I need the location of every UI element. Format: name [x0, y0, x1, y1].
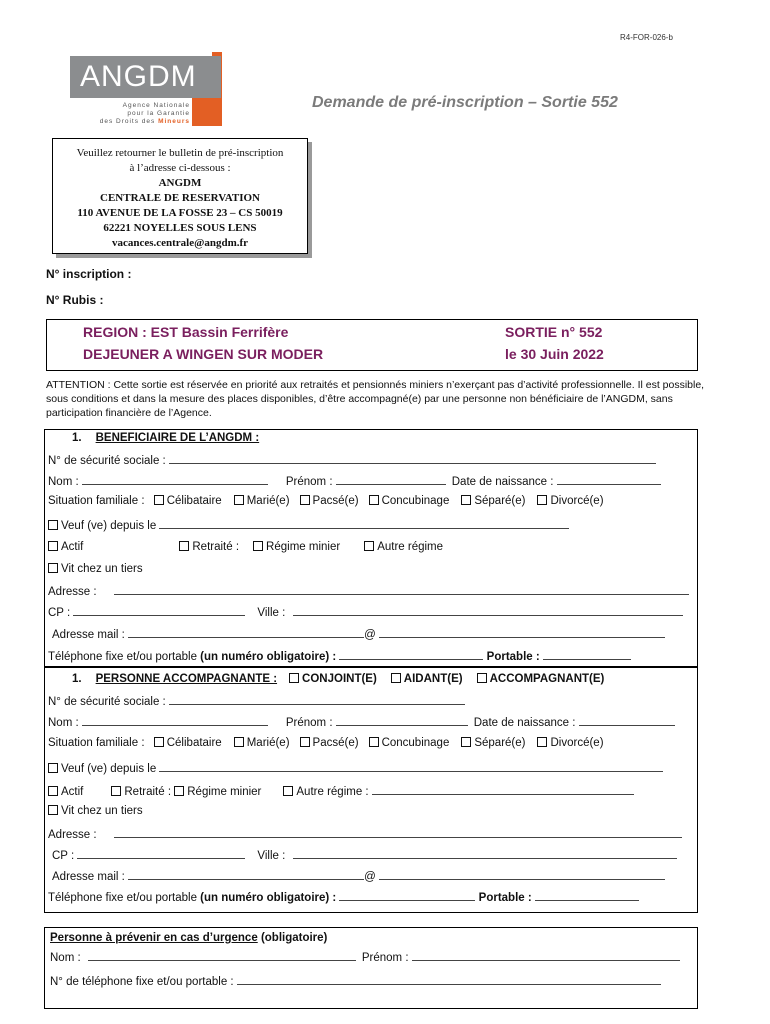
c-concub-checkbox[interactable] — [369, 737, 379, 747]
e-tel-field[interactable] — [237, 974, 661, 985]
c-situation-row: Situation familiale : Célibataire Marié(e) Pacsé(e) Concubinage Séparé(e) Divorcé(e) — [48, 737, 604, 749]
c-status-row: Actif Retraité : Régime minier Autre régime : — [48, 784, 634, 798]
c-tiers-row: Vit chez un tiers — [48, 805, 143, 817]
c-autre-regime-field[interactable] — [372, 784, 634, 795]
event-label: DEJEUNER A WINGEN SUR MODER — [83, 346, 324, 362]
angdm-logo — [70, 52, 230, 128]
b-tel-field[interactable] — [339, 649, 483, 660]
b-marie-checkbox[interactable] — [234, 495, 244, 505]
c-autre-regime-checkbox[interactable] — [283, 786, 293, 796]
b-mail-domain-field[interactable] — [379, 627, 665, 638]
c-separe-checkbox[interactable] — [461, 737, 471, 747]
c-actif-checkbox[interactable] — [48, 786, 58, 796]
b-mail-user-field[interactable] — [128, 627, 364, 638]
beneficiary-heading: 1. BENEFICIAIRE DE L’ANGDM : — [72, 432, 260, 444]
inscription-number-label: N° inscription : — [46, 267, 132, 281]
e-name-row: Nom : Prénom : — [50, 950, 680, 964]
b-secu-field[interactable] — [169, 453, 656, 464]
rubis-number-label: N° Rubis : — [46, 293, 104, 307]
b-actif-checkbox[interactable] — [48, 541, 58, 551]
c-veuf-field[interactable] — [159, 761, 663, 772]
c-secu-field[interactable] — [169, 694, 465, 705]
b-veuf-checkbox[interactable] — [48, 520, 58, 530]
c-pacse-checkbox[interactable] — [300, 737, 310, 747]
c-mail-row: Adresse mail : @ — [52, 869, 665, 883]
c-cp-field[interactable] — [77, 848, 245, 859]
b-adresse-row: Adresse : — [48, 584, 689, 598]
c-nom-field[interactable] — [82, 715, 268, 726]
c-adresse-field[interactable] — [114, 827, 682, 838]
b-concub-checkbox[interactable] — [369, 495, 379, 505]
page-title: Demande de pré-inscription – Sortie 552 — [312, 94, 618, 111]
b-status-row: Actif Retraité : Régime minier Autre régime — [48, 541, 443, 553]
b-separe-checkbox[interactable] — [461, 495, 471, 505]
e-prenom-field[interactable] — [412, 950, 680, 961]
c-veuf-checkbox[interactable] — [48, 763, 58, 773]
sortie-number: SORTIE n° 552 — [505, 324, 603, 340]
b-secu-row: N° de sécurité sociale : — [48, 453, 656, 467]
c-name-row: Nom : Prénom : Date de naissance : — [48, 715, 675, 729]
c-retraite-checkbox[interactable] — [111, 786, 121, 796]
c-mail-domain-field[interactable] — [379, 869, 665, 880]
b-prenom-field[interactable] — [336, 474, 446, 485]
emergency-heading: Personne à prévenir en cas d’urgence (obligatoire) — [50, 932, 328, 944]
s2-conjoint-checkbox[interactable] — [289, 673, 299, 683]
c-portable-field[interactable] — [535, 890, 639, 901]
b-adresse-field[interactable] — [114, 584, 689, 595]
b-ville-field[interactable] — [293, 605, 683, 616]
b-naissance-field[interactable] — [557, 474, 661, 485]
c-secu-row: N° de sécurité sociale : — [48, 694, 465, 708]
sortie-date: le 30 Juin 2022 — [505, 346, 604, 362]
c-regime-minier-checkbox[interactable] — [174, 786, 184, 796]
c-prenom-field[interactable] — [336, 715, 468, 726]
b-retraite-checkbox[interactable] — [179, 541, 189, 551]
logo-accent-corner — [192, 98, 222, 126]
s2-accompagnant-checkbox[interactable] — [477, 673, 487, 683]
b-situation-row: Situation familiale : Célibataire Marié(e) Pacsé(e) Concubinage Séparé(e) Divorcé(e) — [48, 495, 604, 507]
return-address-box: Veuillez retourner le bulletin de pré-inscription à l’adresse ci-dessous : ANGDM CENTRALE DE RESERVATION 110 AVENUE DE LA FOSSE 23 – CS 50019 62221 NOYELLES SOUS LENS vacances.centrale@angdm.fr — [52, 138, 308, 254]
b-divorce-checkbox[interactable] — [537, 495, 547, 505]
outing-info-box — [46, 319, 698, 371]
b-nom-field[interactable] — [82, 474, 268, 485]
b-tel-row: Téléphone fixe et/ou portable (un numéro obligatoire) : Portable : — [48, 649, 631, 663]
s2-aidant-checkbox[interactable] — [391, 673, 401, 683]
c-cp-row: CP : Ville : — [52, 848, 677, 862]
logo-wordmark: ANGDM — [70, 56, 221, 98]
b-celib-checkbox[interactable] — [154, 495, 164, 505]
e-nom-field[interactable] — [88, 950, 356, 961]
b-cp-field[interactable] — [73, 605, 245, 616]
e-tel-row: N° de téléphone fixe et/ou portable : — [50, 974, 661, 988]
b-tiers-row: Vit chez un tiers — [48, 563, 143, 575]
b-regime-minier-checkbox[interactable] — [253, 541, 263, 551]
c-ville-field[interactable] — [293, 848, 677, 859]
b-autre-regime-checkbox[interactable] — [364, 541, 374, 551]
c-tel-row: Téléphone fixe et/ou portable (un numéro obligatoire) : Portable : — [48, 890, 639, 904]
b-veuf-field[interactable] — [159, 518, 569, 529]
b-tiers-checkbox[interactable] — [48, 563, 58, 573]
c-adresse-row: Adresse : — [48, 827, 682, 841]
c-naissance-field[interactable] — [579, 715, 675, 726]
attention-notice: ATTENTION : Cette sortie est réservée en priorité aux retraités et pensionnés miniers n’exerçant pas d’activité professionnelle. Il est possible, sous conditions et dans la mesure des places disponibles, d’être accompagné(e) par une personne non bénéficiaire de l’ANGDM, sans participation financière de l’Agence. — [46, 379, 705, 419]
c-celib-checkbox[interactable] — [154, 737, 164, 747]
logo-subtitle: Agence Nationale pour la Garantie des Droits des Mineurs — [99, 102, 190, 125]
b-cp-row: CP : Ville : — [48, 605, 683, 619]
c-marie-checkbox[interactable] — [234, 737, 244, 747]
b-veuf-row: Veuf (ve) depuis le — [48, 518, 569, 532]
c-tiers-checkbox[interactable] — [48, 805, 58, 815]
c-tel-field[interactable] — [339, 890, 475, 901]
b-pacse-checkbox[interactable] — [300, 495, 310, 505]
c-veuf-row: Veuf (ve) depuis le — [48, 761, 663, 775]
b-name-row: Nom : Prénom : Date de naissance : — [48, 474, 661, 488]
region-label: REGION : EST Bassin Ferrifère — [83, 324, 289, 340]
b-mail-row: Adresse mail : @ — [52, 627, 665, 641]
c-divorce-checkbox[interactable] — [537, 737, 547, 747]
document-code: R4-FOR-026-b — [620, 33, 673, 42]
c-mail-user-field[interactable] — [128, 869, 364, 880]
b-portable-field[interactable] — [543, 649, 631, 660]
companion-heading: 1. PERSONNE ACCOMPAGNANTE : CONJOINT(E) AIDANT(E) ACCOMPAGNANT(E) — [72, 673, 605, 685]
